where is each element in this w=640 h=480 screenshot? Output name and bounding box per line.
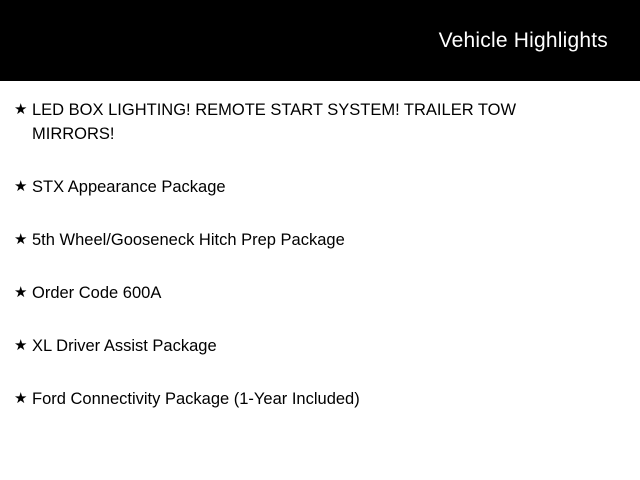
page-header	[0, 0, 640, 81]
list-item-label: Order Code 600A	[32, 284, 162, 302]
list-item-label: Ford Connectivity Package (1-Year Included)	[32, 390, 360, 408]
star-icon: ★	[14, 178, 28, 195]
highlights-content	[0, 81, 640, 480]
star-icon: ★	[14, 337, 28, 354]
star-icon: ★	[14, 390, 28, 407]
list-item-label: 5th Wheel/Gooseneck Hitch Prep Package	[32, 231, 345, 249]
list-item	[12, 387, 620, 411]
star-icon: ★	[14, 284, 28, 301]
list-item	[12, 334, 620, 358]
star-icon: ★	[14, 231, 28, 248]
star-icon: ★	[14, 101, 28, 118]
list-item-label: XL Driver Assist Package	[32, 337, 217, 355]
highlights-list	[12, 98, 620, 411]
list-item-label: LED BOX LIGHTING! REMOTE START SYSTEM! TRAILER TOW MIRRORS!	[32, 101, 517, 143]
list-item	[12, 281, 620, 305]
list-item	[12, 98, 620, 146]
list-item	[12, 175, 620, 199]
list-item-label: STX Appearance Package	[32, 178, 226, 196]
page-title: Vehicle Highlights	[438, 29, 608, 52]
list-item	[12, 228, 620, 252]
